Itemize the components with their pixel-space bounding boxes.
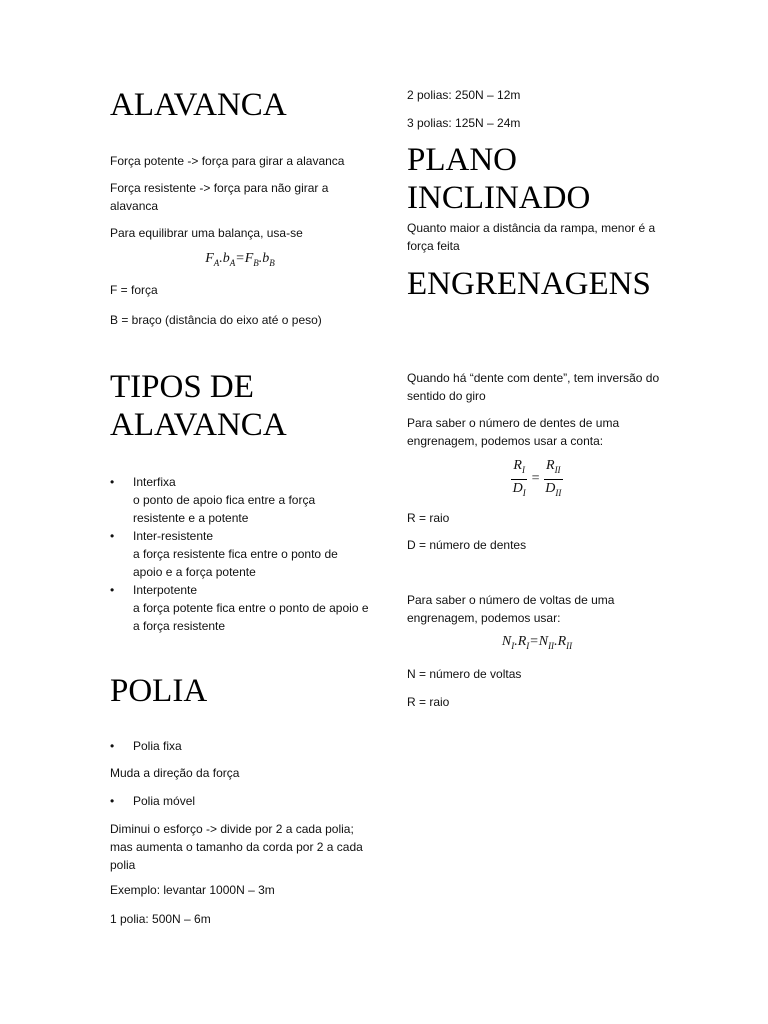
plano-text: Quanto maior a distância da rampa, menor é a força feita	[407, 221, 656, 253]
teeth-equation: $\frac{R_I}{D_I}$ = $\frac{R_{II}}{D_{II}}$	[407, 457, 667, 502]
bullet-icon: •	[110, 529, 115, 543]
b-definition: B = braço (distância do eixo até o peso)	[110, 313, 322, 327]
equilibrar-text: Para equilibrar uma balança, usa-se	[110, 226, 303, 240]
balance-equation: $F_A.b_A=F_B.b_B$	[205, 251, 275, 268]
n-definition: N = número de voltas	[407, 667, 522, 681]
polia-title: POLIA	[110, 673, 208, 709]
tipos-list	[110, 473, 370, 635]
r-definition: R = raio	[407, 511, 450, 525]
polia-fixa-list	[110, 737, 370, 755]
polia2-text: 2 polias: 250N – 12m	[407, 88, 521, 102]
plano-title: PLANO INCLINADO	[407, 142, 591, 216]
forca-potente-text: Força potente -> força para girar a alavanca	[110, 154, 345, 168]
diminui-text: Diminui o esforço -> divide por 2 a cada polia; mas aumenta o tamanho da corda por 2 a cada polia	[110, 822, 363, 872]
turns-equation: $N_I.R_I=N_{II}.R_{II}$	[501, 634, 573, 651]
dentes-conta-text: Para saber o número de dentes de uma engrenagem, podemos usar a conta:	[407, 416, 620, 448]
polia1-text: 1 polia: 500N – 6m	[110, 912, 211, 926]
voltas-text: Para saber o número de voltas de uma engrenagem, podemos usar:	[407, 593, 615, 625]
list-item: • Interfixa o ponto de apoio fica entre a força resistente e a potente	[110, 475, 316, 525]
bullet-icon: •	[110, 583, 115, 597]
f-definition: F = força	[110, 283, 158, 297]
bullet-icon: •	[110, 739, 115, 753]
d-definition: D = número de dentes	[407, 538, 527, 552]
bullet-icon: •	[110, 475, 115, 489]
dente-text: Quando há “dente com dente”, tem inversão do sentido do giro	[407, 371, 660, 403]
alavanca-title: ALAVANCA	[110, 87, 287, 123]
muda-direcao-text: Muda a direção da força	[110, 766, 240, 780]
exemplo-text: Exemplo: levantar 1000N – 3m	[110, 883, 275, 897]
r-definition-2: R = raio	[407, 695, 450, 709]
forca-resistente-text: Força resistente -> força para não girar a alavanca	[110, 181, 329, 213]
engrenagens-title: ENGRENAGENS	[407, 266, 651, 302]
list-item: • Interpotente a força potente fica entre o ponto de apoio e a força resistente	[110, 583, 369, 633]
fraction: $\frac{R_{II}}{D_{II}}$	[545, 458, 562, 498]
list-item: • Polia móvel	[110, 794, 196, 808]
fraction: $\frac{R_I}{D_I}$	[512, 458, 526, 498]
alavanca-section	[110, 86, 370, 124]
list-item: • Polia fixa	[110, 739, 182, 753]
polia-movel-list	[110, 792, 370, 810]
polia3-text: 3 polias: 125N – 24m	[407, 116, 521, 130]
bullet-icon: •	[110, 794, 115, 808]
tipos-title: TIPOS DE ALAVANCA	[110, 369, 287, 443]
list-item: • Inter-resistente a força resistente fica entre o ponto de apoio e a força potente	[110, 529, 338, 579]
